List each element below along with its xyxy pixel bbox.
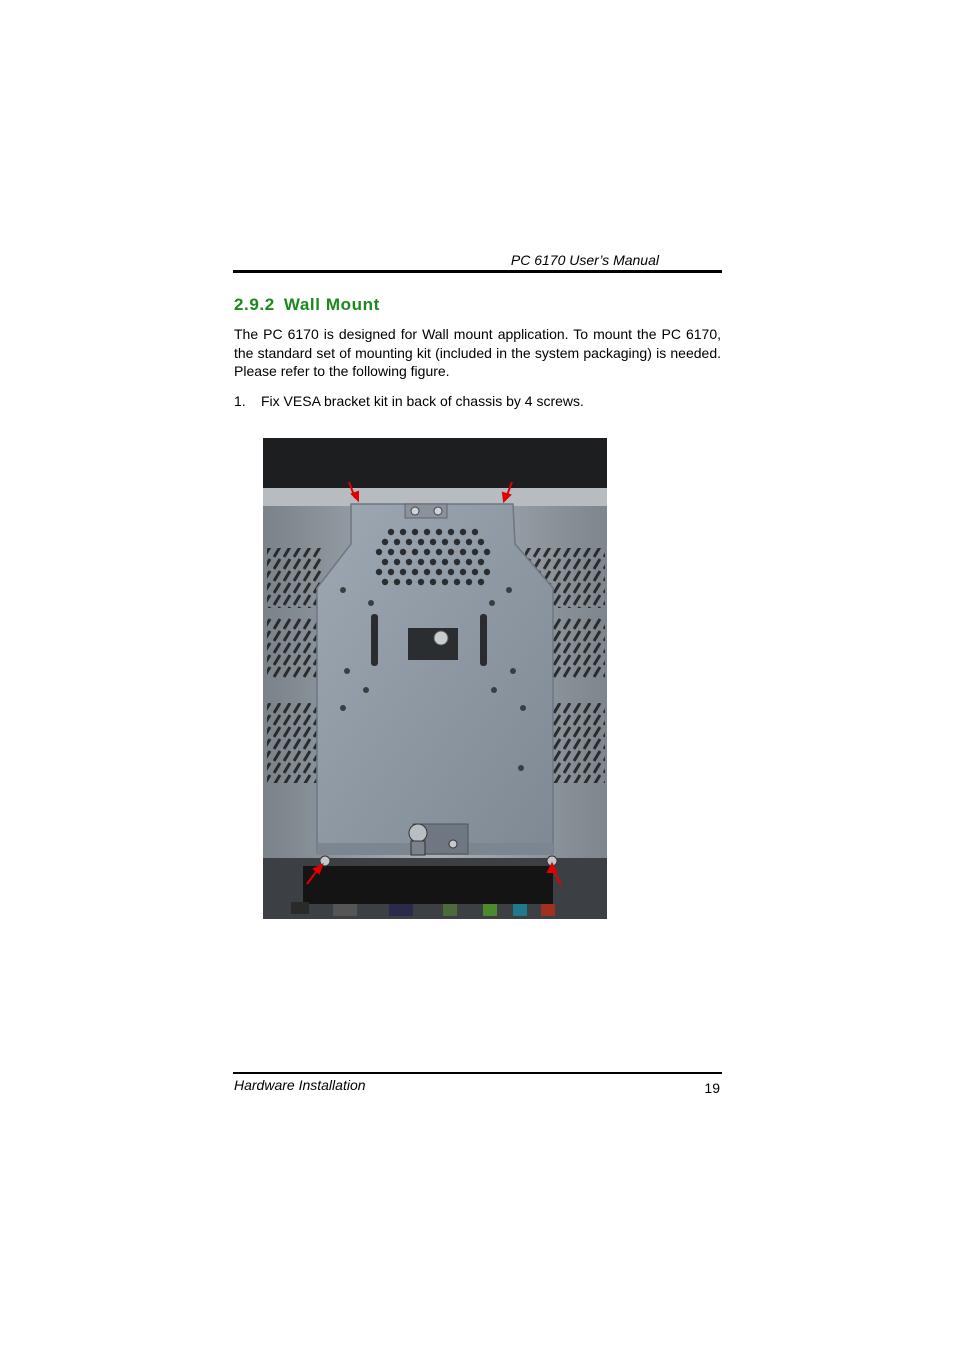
footer-rule xyxy=(233,1072,722,1074)
header-rule xyxy=(233,270,722,273)
section-title: Wall Mount xyxy=(283,295,380,314)
vesa-bracket-photo xyxy=(263,438,607,919)
footer-section-name: Hardware Installation xyxy=(234,1077,366,1093)
step-item xyxy=(234,392,584,410)
page-number: 19 xyxy=(704,1080,720,1096)
running-header-title: PC 6170 User’s Manual xyxy=(510,252,659,268)
body-paragraph: The PC 6170 is designed for Wall mount application. To mount the PC 6170, the standard set of mounting kit (included in the system packaging) is needed. Please refer to the following figure. xyxy=(234,326,721,379)
step-text: Fix VESA bracket kit in back of chassis by 4 screws. xyxy=(261,393,584,409)
section-number: 2.9.2 xyxy=(234,295,275,314)
step-number: 1. xyxy=(234,393,246,409)
section-heading xyxy=(234,295,380,315)
